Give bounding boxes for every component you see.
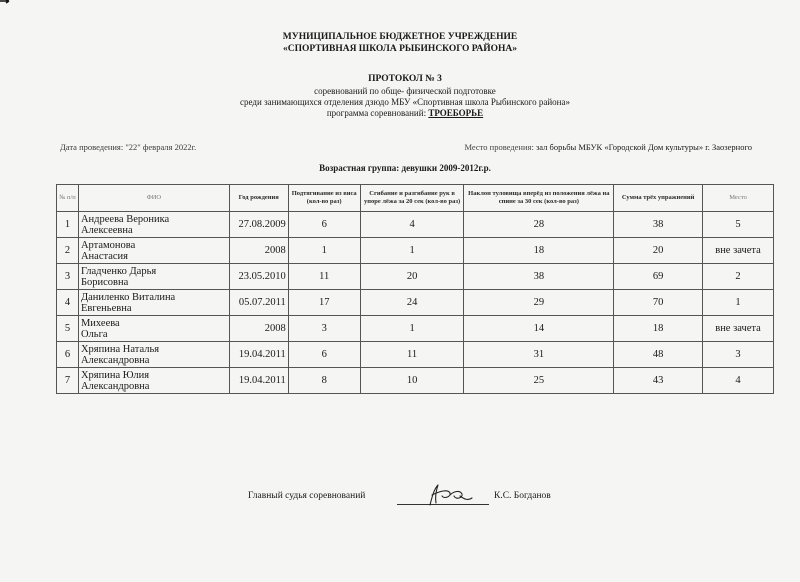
athlete-name-line-1: Хряпина Юлия bbox=[80, 369, 150, 381]
place-value: 5 bbox=[703, 212, 774, 238]
place-value: 1 bbox=[703, 290, 774, 316]
table-row bbox=[57, 368, 774, 394]
birth-date: 27.08.2009 bbox=[229, 212, 288, 238]
sum-value: 20 bbox=[614, 238, 703, 264]
athlete-name-line-2: Ольга bbox=[80, 328, 108, 340]
age-group: Возрастная группа: девушки 2009-2012г.р. bbox=[319, 163, 491, 173]
athlete-name-line-1: Михеева bbox=[80, 317, 120, 329]
protocol-subtitle-1: соревнований по обще- физической подготовке bbox=[314, 86, 496, 96]
pull-ups-value: 3 bbox=[288, 316, 360, 342]
program-label: программа соревнований: bbox=[326, 108, 429, 118]
sit-ups-value: 18 bbox=[464, 238, 614, 264]
push-ups-value: 20 bbox=[360, 264, 464, 290]
push-ups-value: 10 bbox=[360, 368, 464, 394]
athlete-name-line-2: Анастасия bbox=[80, 250, 128, 262]
event-date: Дата проведения: "22" февраля 2022г. bbox=[60, 142, 197, 152]
pull-ups-value: 8 bbox=[288, 368, 360, 394]
row-number: 7 bbox=[57, 368, 79, 394]
row-number: 4 bbox=[57, 290, 79, 316]
table-row bbox=[57, 342, 774, 368]
header-name: ФИО bbox=[78, 185, 229, 212]
judge-label: Главный судья соревнований bbox=[248, 491, 366, 501]
row-number: 1 bbox=[57, 212, 79, 238]
sit-ups-value: 38 bbox=[464, 264, 614, 290]
header-birth-year: Год рождения bbox=[229, 185, 288, 212]
judge-name: К.С. Богданов bbox=[494, 491, 551, 501]
place-value: вне зачета bbox=[703, 238, 774, 264]
birth-date: 05.07.2011 bbox=[229, 290, 288, 316]
athlete-name-line-1: Даниленко Виталина bbox=[80, 291, 176, 303]
athlete-name bbox=[78, 238, 229, 264]
sit-ups-value: 25 bbox=[464, 368, 614, 394]
header-pull-ups: Подтягивание из виса (кол-во раз) bbox=[288, 185, 360, 212]
push-ups-value: 4 bbox=[360, 212, 464, 238]
pull-ups-value: 17 bbox=[288, 290, 360, 316]
birth-date: 2008 bbox=[229, 316, 288, 342]
athlete-name-line-1: Андреева Вероника bbox=[80, 213, 170, 225]
push-ups-value: 11 bbox=[360, 342, 464, 368]
table-row bbox=[57, 212, 774, 238]
row-number: 3 bbox=[57, 264, 79, 290]
push-ups-value: 24 bbox=[360, 290, 464, 316]
sit-ups-value: 28 bbox=[464, 212, 614, 238]
athlete-name-line-1: Артамонова bbox=[80, 239, 136, 251]
place-value: зал борьбы МБУК «Городской Дом культуры» г. Заозерного bbox=[533, 142, 752, 152]
athlete-name bbox=[78, 368, 229, 394]
place-value: вне зачета bbox=[703, 316, 774, 342]
athlete-name-line-2: Борисовна bbox=[80, 276, 129, 288]
corner-mark-icon bbox=[0, 0, 14, 10]
table-row bbox=[57, 264, 774, 290]
sum-value: 43 bbox=[614, 368, 703, 394]
place-label: Место проведения: bbox=[464, 142, 534, 152]
sum-value: 18 bbox=[614, 316, 703, 342]
header-push-ups: Сгибание и разгибание рук в упоре лёжа за 20 сек (кол-во раз) bbox=[360, 185, 464, 212]
athlete-name bbox=[78, 316, 229, 342]
place-value: 3 bbox=[703, 342, 774, 368]
birth-date: 19.04.2011 bbox=[229, 342, 288, 368]
header-sit-ups: Наклон туловища вперёд из положения лёжа на спине за 30 сек (кол-во раз) bbox=[464, 185, 614, 212]
pull-ups-value: 6 bbox=[288, 342, 360, 368]
header-number: № п/п bbox=[57, 185, 79, 212]
pull-ups-value: 11 bbox=[288, 264, 360, 290]
program-value: ТРОЕБОРЬЕ bbox=[428, 108, 484, 118]
protocol-title: ПРОТОКОЛ № 3 bbox=[368, 74, 442, 84]
place-value: 2 bbox=[703, 264, 774, 290]
athlete-name bbox=[78, 342, 229, 368]
sit-ups-value: 14 bbox=[464, 316, 614, 342]
organization-line-1: МУНИЦИПАЛЬНОЕ БЮДЖЕТНОЕ УЧРЕЖДЕНИЕ bbox=[282, 32, 518, 42]
push-ups-value: 1 bbox=[360, 316, 464, 342]
table-row bbox=[57, 316, 774, 342]
athlete-name bbox=[78, 212, 229, 238]
athlete-name bbox=[78, 290, 229, 316]
sum-value: 69 bbox=[614, 264, 703, 290]
birth-date: 23.05.2010 bbox=[229, 264, 288, 290]
athlete-name-line-2: Александровна bbox=[80, 380, 150, 392]
header-sum: Сумма трёх упражнений bbox=[614, 185, 703, 212]
athlete-name-line-1: Хряпина Наталья bbox=[80, 343, 160, 355]
table-header-row bbox=[57, 185, 774, 212]
event-place bbox=[464, 142, 752, 152]
signature-icon bbox=[420, 481, 475, 511]
sum-value: 70 bbox=[614, 290, 703, 316]
table-row bbox=[57, 238, 774, 264]
table-row bbox=[57, 290, 774, 316]
athlete-name-line-1: Гладченко Дарья bbox=[80, 265, 157, 277]
sum-value: 38 bbox=[614, 212, 703, 238]
athlete-name-line-2: Александровна bbox=[80, 354, 150, 366]
birth-date: 19.04.2011 bbox=[229, 368, 288, 394]
athlete-name bbox=[78, 264, 229, 290]
birth-date: 2008 bbox=[229, 238, 288, 264]
athlete-name-line-2: Алексеевна bbox=[80, 224, 133, 236]
row-number: 6 bbox=[57, 342, 79, 368]
header-place: Место bbox=[703, 185, 774, 212]
sit-ups-value: 29 bbox=[464, 290, 614, 316]
push-ups-value: 1 bbox=[360, 238, 464, 264]
protocol-subtitle-2: среди занимающихся отделения дзюдо МБУ «Спортивная школа Рыбинского района» bbox=[240, 97, 570, 107]
place-value: 4 bbox=[703, 368, 774, 394]
results-table bbox=[56, 184, 774, 394]
row-number: 2 bbox=[57, 238, 79, 264]
program-line bbox=[0, 108, 800, 119]
sit-ups-value: 31 bbox=[464, 342, 614, 368]
row-number: 5 bbox=[57, 316, 79, 342]
sum-value: 48 bbox=[614, 342, 703, 368]
organization-line-2: «СПОРТИВНАЯ ШКОЛА РЫБИНСКОГО РАЙОНА» bbox=[282, 44, 518, 54]
pull-ups-value: 1 bbox=[288, 238, 360, 264]
pull-ups-value: 6 bbox=[288, 212, 360, 238]
athlete-name-line-2: Евгеньевна bbox=[80, 302, 132, 314]
